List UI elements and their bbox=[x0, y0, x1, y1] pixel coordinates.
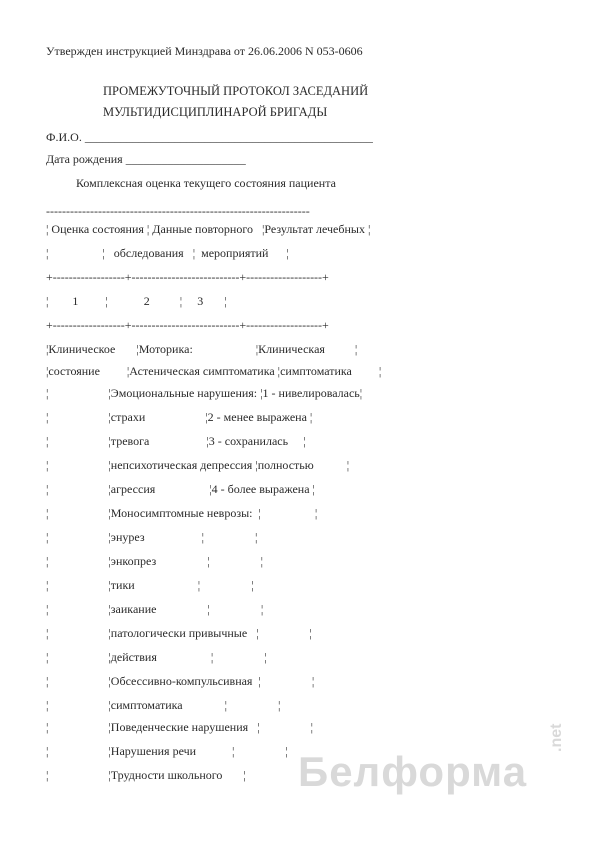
table-line: ¦ ¦Нарушения речи ¦ ¦ bbox=[46, 744, 288, 758]
table-line: ------------------------------------------------------------------ bbox=[46, 204, 310, 218]
table-line: +------------------+---------------------------+-------------------+ bbox=[46, 270, 329, 284]
table-line: ¦ Оценка состояния ¦ Данные повторного ¦Результат лечебных ¦ bbox=[46, 222, 371, 236]
table-line: ¦ ¦энкопрез ¦ ¦ bbox=[46, 554, 264, 568]
watermark-logo: Белформа bbox=[298, 748, 528, 795]
table-line: ¦ ¦ обследования ¦ мероприятий ¦ bbox=[46, 246, 289, 260]
document-title-line2: МУЛЬТИДИСЦИПЛИНАРОЙ БРИГАДЫ bbox=[103, 105, 328, 119]
table-line: ¦ 1 ¦ 2 ¦ 3 ¦ bbox=[46, 294, 227, 308]
table-line: ¦ ¦Моносимптомные неврозы: ¦ ¦ bbox=[46, 506, 318, 520]
approval-line: Утвержден инструкцией Минздрава от 26.06.2006 N 053-0606 bbox=[46, 44, 363, 58]
birthdate-field: Дата рождения ____________________ bbox=[46, 152, 246, 166]
table-line: ¦ ¦Эмоциональные нарушения: ¦1 - нивелировалась¦ bbox=[46, 386, 363, 400]
fio-field: Ф.И.О. ________________________________________________ bbox=[46, 130, 373, 144]
table-line: +------------------+---------------------------+-------------------+ bbox=[46, 318, 329, 332]
table-line: ¦ ¦Поведенческие нарушения ¦ ¦ bbox=[46, 720, 313, 734]
table-line: ¦ ¦действия ¦ ¦ bbox=[46, 650, 267, 664]
watermark-suffix: .net bbox=[548, 723, 565, 752]
table-line: ¦ ¦Обсессивно-компульсивная ¦ ¦ bbox=[46, 674, 315, 688]
table-line: ¦ ¦Трудности школьного ¦ bbox=[46, 768, 246, 782]
table-line: ¦ ¦агрессия ¦4 - более выражена ¦ bbox=[46, 482, 315, 496]
table-line: ¦ ¦патологически привычные ¦ ¦ bbox=[46, 626, 312, 640]
table-line: ¦ ¦тики ¦ ¦ bbox=[46, 578, 254, 592]
table-line: ¦ ¦симптоматика ¦ ¦ bbox=[46, 698, 281, 712]
table-line: ¦ ¦энурез ¦ ¦ bbox=[46, 530, 258, 544]
table-line: ¦состояние ¦Астеническая симптоматика ¦симптоматика ¦ bbox=[46, 364, 382, 378]
table-line: ¦ ¦страхи ¦2 - менее выражена ¦ bbox=[46, 410, 313, 424]
table-line: ¦Клиническое ¦Моторика: ¦Клиническая ¦ bbox=[46, 342, 358, 356]
table-line: ¦ ¦непсихотическая депрессия ¦полностью ¦ bbox=[46, 458, 350, 472]
table-line: ¦ ¦заикание ¦ ¦ bbox=[46, 602, 264, 616]
assessment-subtitle: Комплексная оценка текущего состояния пациента bbox=[76, 176, 336, 190]
table-line: ¦ ¦тревога ¦3 - сохранилась ¦ bbox=[46, 434, 306, 448]
document-title-line1: ПРОМЕЖУТОЧНЫЙ ПРОТОКОЛ ЗАСЕДАНИЙ bbox=[103, 84, 369, 98]
